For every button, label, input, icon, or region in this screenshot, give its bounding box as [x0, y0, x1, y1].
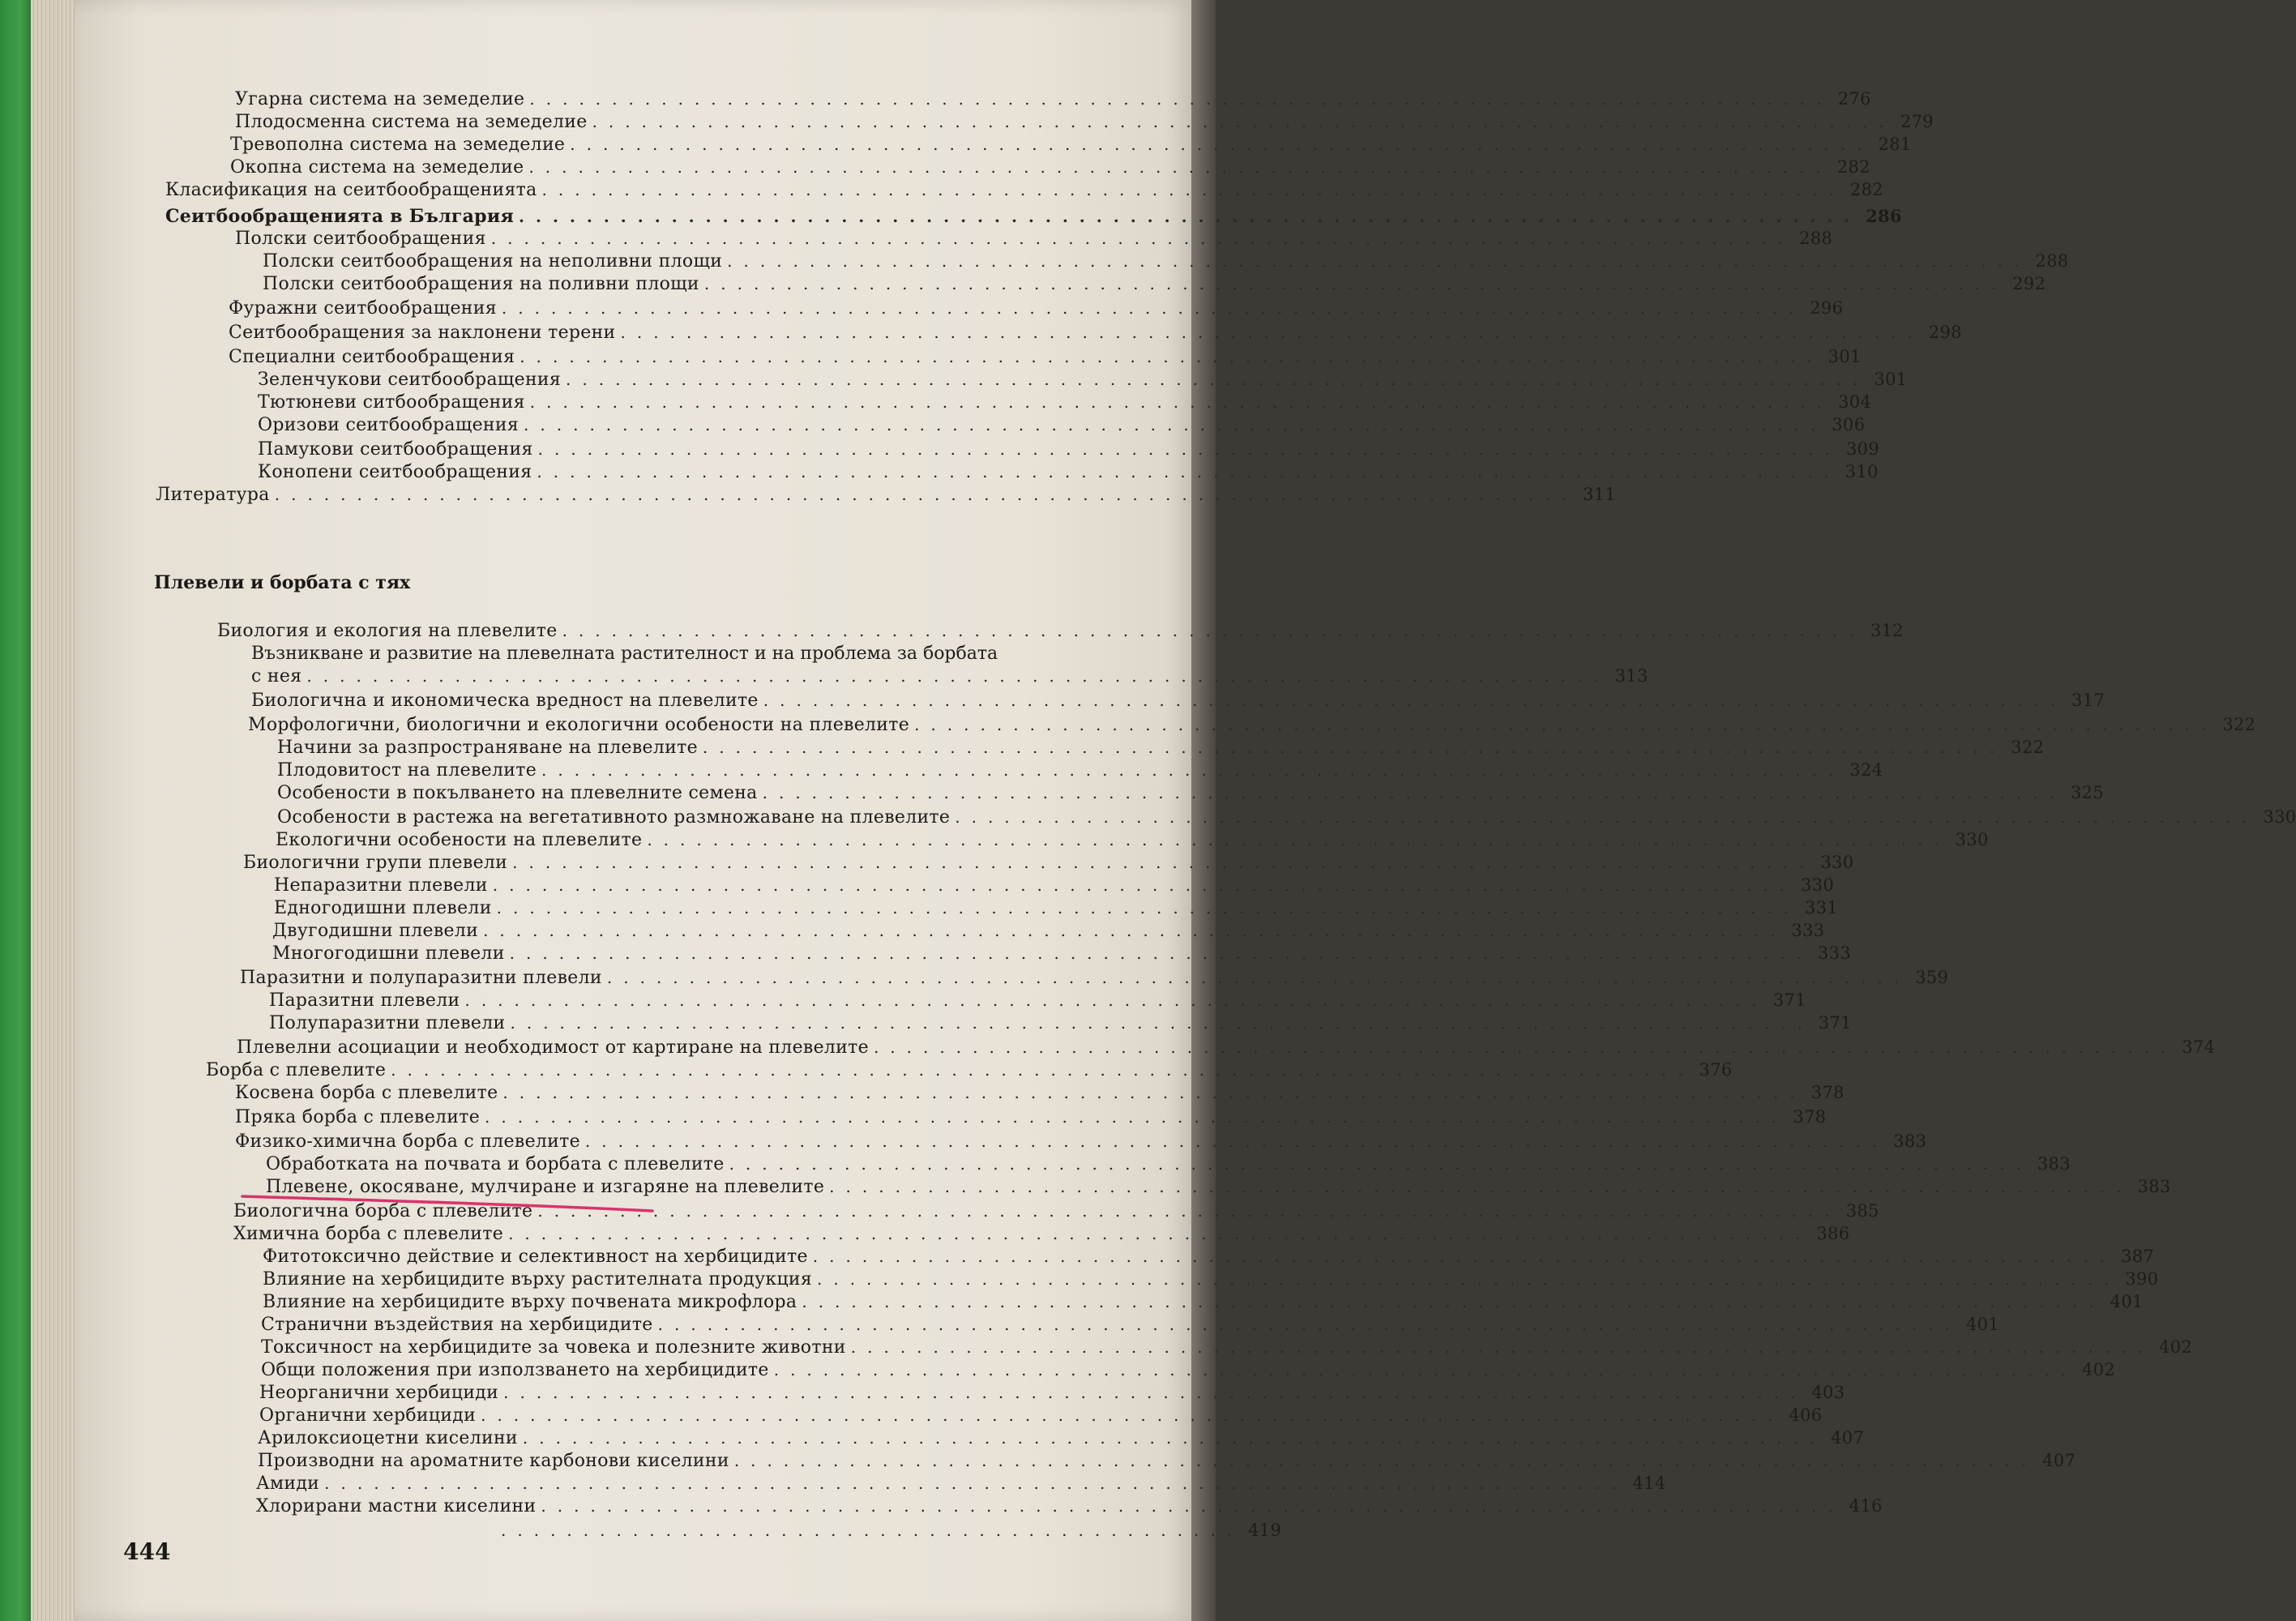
page-number: 444	[123, 1538, 171, 1565]
toc-entry: Странични въздействия на хербицидите ............................................................................... 401	[261, 1315, 1999, 1335]
toc-entry: Биологична борба с плевелите ............................................................................... 385	[233, 1201, 1879, 1221]
toc-entry: Полски сеитбообращения ............................................................................... 288	[235, 229, 1833, 249]
toc-entry: Обработката на почвата и борбата с плевелите ............................................................................... 383	[266, 1154, 2071, 1174]
toc-entry: Непаразитни плевели ............................................................................... 330	[274, 875, 1834, 896]
toc-entry: Морфологични, биологични и екологични особености на плевелите ............................................................................... 322	[248, 715, 2256, 735]
toc-entry: Особености в покълването на плевелните семена ............................................................................... 325	[277, 783, 2104, 803]
toc-entry: Органични хербициди ............................................................................... 406	[259, 1405, 1823, 1426]
toc-entry: Сеитбообращенията в България ............................................................................... 286	[165, 206, 1902, 227]
toc-entry: Химична борба с плевелите ............................................................................... 386	[233, 1224, 1850, 1244]
toc-entry: ............................................. 419	[501, 1520, 1282, 1540]
toc-entry: Паразитни плевели ............................................................................... 371	[269, 990, 1806, 1011]
toc-entry: Окопна система на земеделие ............................................................................... 282	[230, 157, 1871, 177]
toc-entry: Класификация на сеитбообращенията ............................................................................... 282	[165, 180, 1883, 200]
toc-entry: Тютюневи ситбообращения ............................................................................... 304	[258, 392, 1872, 413]
toc-entry: Влияние на хербицидите върху растителната продукция ............................................................................... 390	[263, 1269, 2159, 1290]
toc-entry: Начини за разпространяване на плевелите ............................................................................... 322	[277, 738, 2045, 758]
toc-entry: Фитотоксично действие и селективност на хербицидите ............................................................................... 387	[263, 1247, 2155, 1267]
toc-entry: с нея ............................................................................... 313	[251, 666, 1648, 686]
toc-entry: Оризови сеитбообращения ............................................................................... 306	[258, 415, 1866, 435]
toc-entry: Особености в растежа на вегетативното размножаване на плевелите ............................................................................... 330	[277, 807, 2296, 828]
toc-entry: Неорганични хербициди ............................................................................... 403	[259, 1383, 1845, 1403]
toc-entry: Зеленчукови сеитбообращения ............................................................................... 301	[258, 370, 1908, 390]
toc-entry: Токсичност на хербицидите за човека и полезните животни ............................................................................... 402	[261, 1337, 2192, 1358]
toc-entry: Многогодишни плевели ............................................................................... 333	[272, 943, 1851, 964]
toc-entry: Арилоксиоцетни киселини ............................................................................... 407	[258, 1428, 1865, 1448]
underline-stroke	[242, 1196, 652, 1211]
toc-entry: Биологична и икономическа вредност на плевелите ............................................................................... 317	[251, 691, 2105, 711]
toc-entry: Конопени сеитбообращения ............................................................................... 310	[258, 462, 1879, 482]
toc-entry: Полупаразитни плевели ............................................................................... 371	[269, 1013, 1852, 1033]
toc-entry: Двугодишни плевели ............................................................................... 333	[272, 921, 1825, 941]
toc-entry: Сеитбообращения за наклонени терени ............................................................................... 298	[229, 323, 1962, 343]
toc-entry: Плодовитост на плевелите ............................................................................... 324	[277, 760, 1883, 781]
toc-entry: Косвена борба с плевелите ............................................................................... 378	[235, 1083, 1845, 1103]
toc-entry: Плевелни асоциации и необходимост от картиране на плевелите ............................................................................... 374	[237, 1037, 2216, 1058]
toc-entry: Едногодишни плевели ............................................................................... 331	[274, 898, 1838, 918]
toc-entry: Екологични особености на плевелите ............................................................................... 330	[276, 830, 1989, 850]
toc-entry: Плевене, окосяване, мулчиране и изгаряне на плевелите ............................................................................... 383	[266, 1177, 2171, 1197]
toc-entry: Литература ............................................................................... 311	[156, 485, 1616, 505]
toc-entry: Полски сеитбообращения на неполивни площи ............................................................................... 288	[263, 251, 2069, 272]
page-edges	[31, 0, 78, 1621]
toc-entry: Памукови сеитбообращения ............................................................................... 309	[258, 439, 1879, 460]
book-cover-edge	[0, 0, 34, 1621]
toc-entry: Амиди ............................................................................... 414	[256, 1473, 1666, 1494]
toc-entry: Фуражни сеитбообращения ............................................................................... 296	[229, 298, 1844, 319]
toc-entry: Пряка борба с плевелите ............................................................................... 378	[235, 1107, 1827, 1127]
toc-entry: Влияние на хербицидите върху почвената микрофлора ............................................................................... 401	[263, 1292, 2144, 1312]
book-page	[75, 0, 2296, 1621]
toc-entry: Физико-химична борба с плевелите ............................................................................... 383	[235, 1131, 1927, 1152]
toc-entry: Общи положения при използването на хербицидите ............................................................................... 402	[261, 1360, 2115, 1380]
toc-entry: Борба с плевелите ............................................................................... 376	[206, 1060, 1733, 1080]
toc-entry: Полски сеитбообращения на поливни площи ............................................................................... 292	[263, 274, 2046, 294]
toc-entry: Биология и екология на плевелите ............................................................................... 312	[217, 621, 1904, 641]
toc-entry: Угарна система на земеделие ............................................................................... 276	[235, 89, 1871, 109]
toc-entry: Възникване и развитие на плевелната растителност и на проблема за борбата	[251, 644, 998, 664]
section-title: Плевели и борбата с тях	[154, 572, 411, 593]
toc-entry: Производни на ароматните карбонови киселини ............................................................................... 407	[258, 1451, 2076, 1471]
toc-entry: Тревополна система на земеделие ............................................................................... 281	[230, 135, 1912, 155]
toc-entry: Биологични групи плевели ............................................................................... 330	[243, 853, 1854, 873]
toc-entry: Специални сеитбообращения ............................................................................... 301	[229, 347, 1862, 367]
toc-entry: Плодосменна система на земеделие ............................................................................... 279	[235, 112, 1934, 132]
highlight-underline	[241, 1191, 662, 1216]
toc-entry: Хлорирани мастни киселини ............................................................................... 416	[256, 1496, 1883, 1516]
toc-entry: Паразитни и полупаразитни плевели ............................................................................... 359	[240, 968, 1949, 988]
